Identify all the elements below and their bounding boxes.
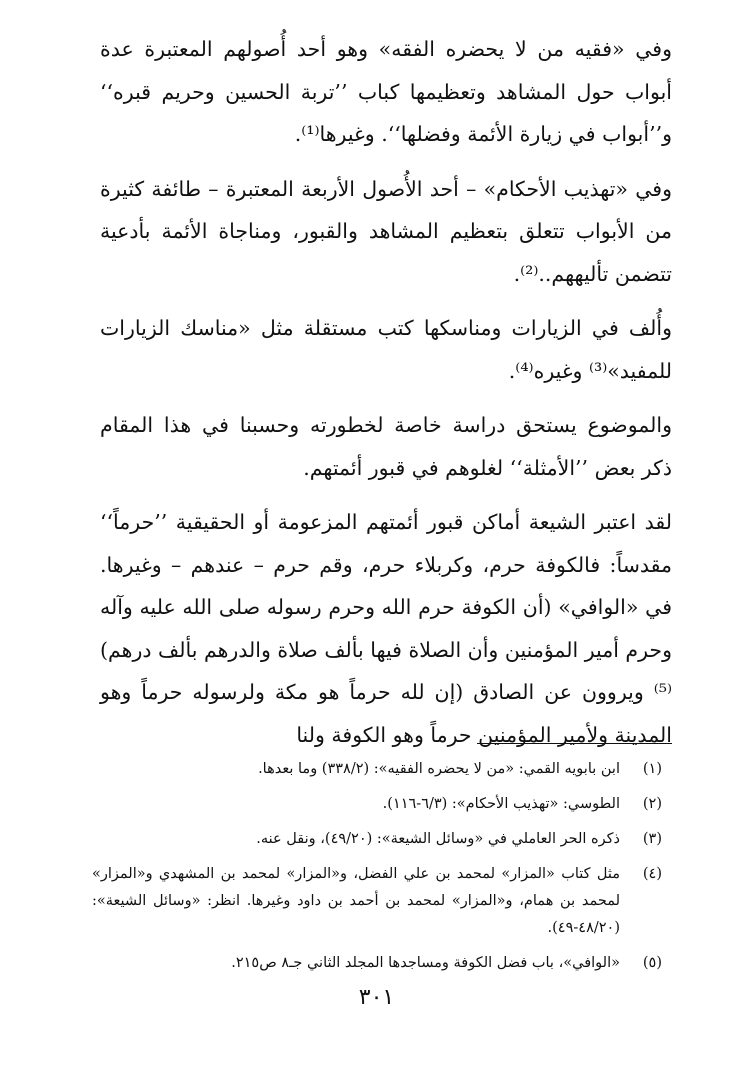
footnote-text: ابن بابويه القمي: «من لا يحضره الفقيه»: (٣٣٨/٢) وما بعدها.: [258, 761, 620, 777]
footnote: [92, 950, 662, 977]
paragraph: وفي «فقيه من لا يحضره الفقه» وهو أحد أُصولهم المعتبرة عدة أبواب حول المشاهد وتعظيمها كباب ’’تربة الحسين وحريم قبره‘‘ و’’أبواب في زيارة الأئمة وفضلها‘‘. وغيرها⁽¹⁾.: [100, 37, 672, 146]
footnote: [92, 826, 662, 853]
paragraph: والموضوع يستحق دراسة خاصة لخطورته وحسبنا في هذا المقام ذكر بعض ’’الأمثلة‘‘ لغلوهم في قبور أئمتهم.: [100, 413, 672, 480]
footnote-text: الطوسي: «تهذيب الأحكام»: (٦/٣-١١٦).: [382, 796, 620, 812]
footnote-text: ذكره الحر العاملي في «وسائل الشيعة»: (٤٩/٢٠)، ونقل عنه.: [256, 831, 620, 847]
paragraph: وفي «تهذيب الأحكام» – أحد الأُصول الأربعة المعتبرة – طائفة كثيرة من الأبواب تتعلق بتعظيم المشاهد والقبور، ومناجاة الأئمة بأدعية تتضمن تأليههم..⁽²⁾.: [100, 176, 672, 286]
main-text: [100, 28, 672, 768]
footnote: [92, 861, 662, 942]
footnote-text: مثل كتاب «المزار» لمحمد بن علي الفضل، و«المزار» لمحمد بن المشهدي و«المزار» لمحمد بن همام، و«المزار» لمحمد بن أحمد بن داود وغيرها. انظر: «وسائل الشيعة»: (٤٨/٢٠-٤٩).: [92, 866, 620, 936]
paragraph: لقد اعتبر الشيعة أماكن قبور أئمتهم المزعومة أو الحقيقية ’’حرماً‘‘ مقدساً: فالكوفة حرم، وكربلاء حرم، وقم حرم – عندهم – وغيرها. في «الوافي» (أن الكوفة حرم الله وحرم رسوله صلى الله عليه وآله وحرم أمير المؤمنين وأن الصلاة فيها بألف صلاة والدرهم بألف درهم)⁽⁵⁾ ويروون عن الصادق (إن لله حرماً هو مكة ولرسوله حرماً وهو المدينة ولأمير المؤمنين حرماً وهو الكوفة ولنا: [100, 510, 672, 747]
footnote-text: «الوافي»، باب فضل الكوفة ومساجدها المجلد الثاني جـ٨ ص٢١٥.: [231, 955, 620, 971]
footnote-divider: [477, 743, 672, 744]
footnote-number: (٢): [642, 796, 662, 812]
footnote: [92, 791, 662, 818]
footnote-number: (٣): [642, 831, 662, 847]
page-number: ٣٠١: [358, 985, 395, 1010]
footnote-number: (٤): [642, 866, 662, 882]
paragraph: وأُلف في الزيارات ومناسكها كتب مستقلة مثل «مناسك الزيارات للمفيد»⁽³⁾ وغيره⁽⁴⁾.: [100, 316, 672, 383]
footnotes: [92, 756, 662, 985]
footnote: [92, 756, 662, 783]
footnote-number: (١): [642, 761, 662, 777]
footnote-number: (٥): [642, 955, 662, 971]
